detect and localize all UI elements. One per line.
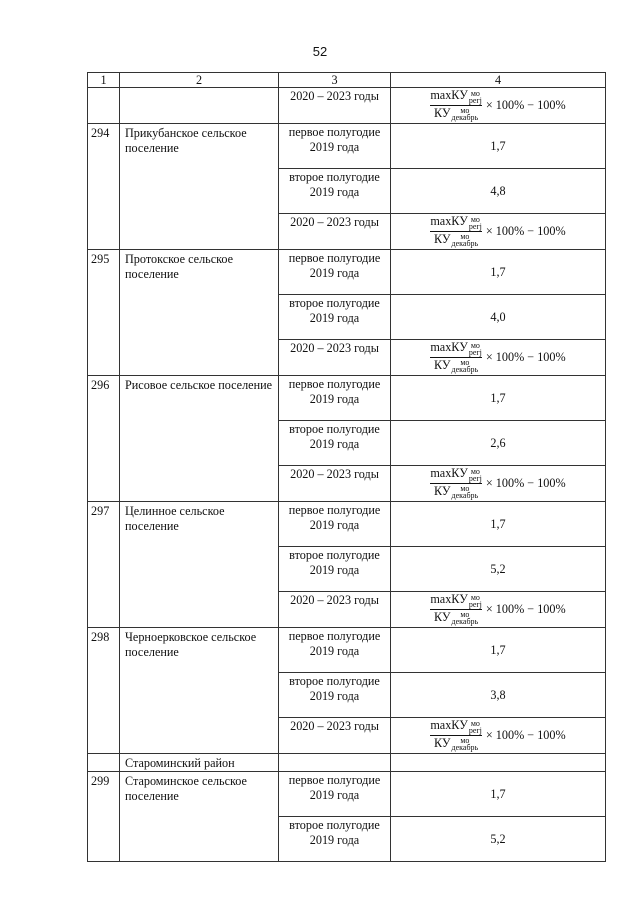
value-cell: 1,7 (391, 250, 606, 295)
formula-cell (391, 214, 606, 250)
formula-part: регj (468, 725, 482, 735)
period-cell: второе полугодие 2019 года (279, 169, 391, 214)
formula-numerator (430, 719, 482, 735)
value-cell: 3,8 (391, 673, 606, 718)
formula-part: регj (468, 599, 482, 609)
value-cell: 1,7 (391, 124, 606, 169)
period-cell: 2020 – 2023 годы (279, 718, 391, 754)
row-number-cell (88, 754, 120, 772)
formula-tail: × 100% − 100% (485, 727, 566, 742)
formula-part: мо (470, 466, 480, 476)
table-row (88, 124, 606, 169)
formula-part: регj (468, 473, 482, 483)
value-cell: 4,8 (391, 169, 606, 214)
formula-part: декабрь (451, 490, 479, 500)
formula-part: maxКУ (430, 466, 468, 481)
formula-part: maxКУ (430, 592, 468, 607)
row-number-cell: 298 (88, 628, 120, 754)
formula-cell (391, 592, 606, 628)
formula-part: maxКУ (430, 718, 468, 733)
formula-cell (391, 340, 606, 376)
formula-tail: × 100% − 100% (485, 601, 566, 616)
period-cell: 2020 – 2023 годы (279, 340, 391, 376)
header-col-3: 3 (279, 73, 391, 88)
formula-numerator (430, 593, 482, 609)
settlement-name-cell: Черноерковское сельское поселение (120, 628, 279, 754)
formula-numerator (430, 215, 482, 231)
formula-part: декабрь (451, 364, 479, 374)
settlement-name-cell: Целинное сельское поселение (120, 502, 279, 628)
formula-fraction (430, 215, 482, 246)
formula-part: КУ (434, 735, 451, 750)
formula-part: мо (460, 735, 470, 745)
row-number-cell: 296 (88, 376, 120, 502)
table-row (88, 502, 606, 547)
period-cell: первое полугодие 2019 года (279, 502, 391, 547)
value-cell: 1,7 (391, 772, 606, 817)
formula-part: КУ (434, 231, 451, 246)
formula-numerator (430, 467, 482, 483)
period-cell: первое полугодие 2019 года (279, 772, 391, 817)
period-cell: первое полугодие 2019 года (279, 250, 391, 295)
formula-fraction (430, 467, 482, 498)
period-cell: второе полугодие 2019 года (279, 817, 391, 862)
district-name-cell: Староминский район (120, 754, 279, 772)
formula-fraction (430, 593, 482, 624)
formula-fraction (430, 719, 482, 750)
value-cell: 5,2 (391, 817, 606, 862)
formula-part: регj (468, 95, 482, 105)
growth-formula (391, 466, 605, 500)
row-number-cell: 297 (88, 502, 120, 628)
formula-part: мо (460, 105, 470, 115)
header-col-4: 4 (391, 73, 606, 88)
formula-part: регj (468, 347, 482, 357)
formula-denominator (434, 736, 478, 751)
settlement-name-cell: Староминское сельское поселение (120, 772, 279, 862)
formula-part: КУ (434, 357, 451, 372)
formula-part: maxКУ (430, 214, 468, 229)
value-cell (391, 754, 606, 772)
formula-part: декабрь (451, 616, 479, 626)
formula-numerator (430, 89, 482, 105)
formula-cell (391, 88, 606, 124)
formula-fraction (430, 341, 482, 372)
growth-formula (391, 340, 605, 374)
formula-part: КУ (434, 105, 451, 120)
value-cell: 2,6 (391, 421, 606, 466)
formula-denominator (434, 232, 478, 247)
table-row (88, 772, 606, 817)
table-row (88, 376, 606, 421)
period-cell: первое полугодие 2019 года (279, 376, 391, 421)
value-cell: 4,0 (391, 295, 606, 340)
period-cell (279, 754, 391, 772)
formula-part: мо (470, 592, 480, 602)
row-number-cell (88, 88, 120, 124)
formula-part: мо (460, 231, 470, 241)
formula-cell (391, 718, 606, 754)
table-row (88, 250, 606, 295)
row-number-cell: 294 (88, 124, 120, 250)
settlement-name-cell (120, 88, 279, 124)
formula-denominator (434, 358, 478, 373)
growth-formula (391, 592, 605, 626)
formula-part: мо (470, 88, 480, 98)
formula-part: регj (468, 221, 482, 231)
formula-part: мо (470, 340, 480, 350)
period-cell: 2020 – 2023 годы (279, 466, 391, 502)
page-number: 52 (312, 44, 328, 59)
table-row (88, 628, 606, 673)
formula-part: maxКУ (430, 340, 468, 355)
formula-part: мо (460, 609, 470, 619)
header-col-1: 1 (88, 73, 120, 88)
value-cell: 1,7 (391, 502, 606, 547)
formula-fraction (430, 89, 482, 120)
settlement-name-cell: Рисовое сельское поселение (120, 376, 279, 502)
formula-numerator (430, 341, 482, 357)
header-col-2: 2 (120, 73, 279, 88)
district-row (88, 754, 606, 772)
settlement-name-cell: Протокское сельское поселение (120, 250, 279, 376)
growth-formula (391, 214, 605, 248)
period-cell: второе полугодие 2019 года (279, 421, 391, 466)
formula-denominator (434, 484, 478, 499)
table-body (88, 88, 606, 862)
formula-part: декабрь (451, 742, 479, 752)
formula-denominator (434, 106, 478, 121)
formula-cell (391, 466, 606, 502)
period-cell: 2020 – 2023 годы (279, 592, 391, 628)
formula-denominator (434, 610, 478, 625)
period-cell: второе полугодие 2019 года (279, 547, 391, 592)
value-cell: 1,7 (391, 628, 606, 673)
period-cell: второе полугодие 2019 года (279, 295, 391, 340)
formula-part: КУ (434, 483, 451, 498)
table-row-continuation (88, 88, 606, 124)
formula-part: декабрь (451, 112, 479, 122)
settlement-name-cell: Прикубанское сельское поселение (120, 124, 279, 250)
period-cell: первое полугодие 2019 года (279, 124, 391, 169)
formula-part: maxКУ (430, 88, 468, 103)
period-cell: 2020 – 2023 годы (279, 88, 391, 124)
value-cell: 5,2 (391, 547, 606, 592)
period-cell: 2020 – 2023 годы (279, 214, 391, 250)
formula-part: КУ (434, 609, 451, 624)
formula-part: мо (470, 718, 480, 728)
formula-part: декабрь (451, 238, 479, 248)
growth-formula (391, 88, 605, 122)
header-row (88, 73, 606, 88)
period-cell: первое полугодие 2019 года (279, 628, 391, 673)
formula-tail: × 100% − 100% (485, 97, 566, 112)
value-cell: 1,7 (391, 376, 606, 421)
formula-part: мо (460, 483, 470, 493)
tariff-table (87, 72, 606, 862)
row-number-cell: 295 (88, 250, 120, 376)
row-number-cell: 299 (88, 772, 120, 862)
formula-part: мо (470, 214, 480, 224)
growth-formula (391, 718, 605, 752)
formula-tail: × 100% − 100% (485, 223, 566, 238)
formula-part: мо (460, 357, 470, 367)
period-cell: второе полугодие 2019 года (279, 673, 391, 718)
formula-tail: × 100% − 100% (485, 475, 566, 490)
formula-tail: × 100% − 100% (485, 349, 566, 364)
